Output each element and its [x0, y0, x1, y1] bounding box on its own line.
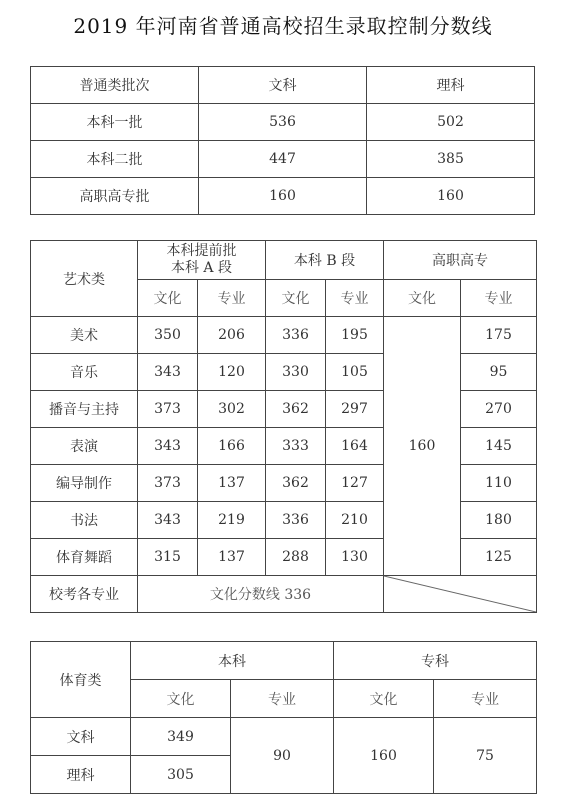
header-sports-category: 体育类: [31, 642, 131, 718]
b-zhuanye: 105: [326, 354, 384, 391]
a-wenhua: 315: [138, 539, 198, 576]
gaozhi-wenhua-merged: 160: [384, 317, 461, 576]
wenke-score: 447: [199, 141, 367, 178]
sub-zhuanye: 专业: [326, 280, 384, 317]
table-row: [31, 104, 535, 141]
benke-like-score: 305: [131, 756, 231, 794]
school-exam-value: 文化分数线 336: [138, 576, 384, 613]
a-zhuanye: 206: [198, 317, 266, 354]
a-wenhua: 373: [138, 391, 198, 428]
header-line: 本科提前批: [166, 243, 237, 259]
b-wenhua: 362: [266, 465, 326, 502]
header-gaozhi: 高职高专: [384, 241, 537, 280]
art-name: 播音与主持: [31, 391, 138, 428]
a-wenhua: 343: [138, 354, 198, 391]
b-zhuanye: 130: [326, 539, 384, 576]
table-row: [31, 539, 537, 576]
sub-zhuanye: 专业: [231, 680, 334, 718]
table-row: [31, 576, 537, 613]
diagonal-line: [384, 576, 536, 612]
b-wenhua: 330: [266, 354, 326, 391]
batch-name: 高职高专批: [31, 178, 199, 215]
header-benke: 本科: [131, 642, 334, 680]
b-wenhua: 288: [266, 539, 326, 576]
table-row: [31, 317, 537, 354]
table-row: [31, 502, 537, 539]
wenke-score: 536: [199, 104, 367, 141]
b-zhuanye: 164: [326, 428, 384, 465]
general-score-table: [30, 66, 535, 215]
zhuanke-wenhua-score: 160: [334, 718, 434, 794]
table-row: [31, 428, 537, 465]
sports-score-table: [30, 641, 537, 794]
gaozhi-zhuanye: 145: [461, 428, 537, 465]
batch-name: 本科一批: [31, 104, 199, 141]
like-score: 502: [367, 104, 535, 141]
art-name: 体育舞蹈: [31, 539, 138, 576]
header-like: 理科: [367, 67, 535, 104]
table-row: [31, 141, 535, 178]
like-label: 理科: [31, 756, 131, 794]
table-row: [31, 178, 535, 215]
sub-zhuanye: 专业: [434, 680, 537, 718]
gaozhi-zhuanye: 270: [461, 391, 537, 428]
table-header-row: [31, 241, 537, 280]
table-row: [31, 465, 537, 502]
table-row: [31, 391, 537, 428]
table-row: [31, 718, 537, 756]
sub-wenhua: 文化: [266, 280, 326, 317]
like-score: 160: [367, 178, 535, 215]
header-zhuanke: 专科: [334, 642, 537, 680]
gaozhi-zhuanye: 175: [461, 317, 537, 354]
sub-wenhua: 文化: [334, 680, 434, 718]
a-wenhua: 343: [138, 502, 198, 539]
sub-wenhua: 文化: [384, 280, 461, 317]
header-wenke: 文科: [199, 67, 367, 104]
b-wenhua: 336: [266, 502, 326, 539]
art-name: 音乐: [31, 354, 138, 391]
batch-name: 本科二批: [31, 141, 199, 178]
a-zhuanye: 137: [198, 539, 266, 576]
b-zhuanye: 297: [326, 391, 384, 428]
sub-wenhua: 文化: [138, 280, 198, 317]
a-wenhua: 373: [138, 465, 198, 502]
a-zhuanye: 166: [198, 428, 266, 465]
a-zhuanye: 302: [198, 391, 266, 428]
header-art-category: 艺术类: [31, 241, 138, 317]
header-batch: 普通类批次: [31, 67, 199, 104]
art-name: 表演: [31, 428, 138, 465]
benke-zhuanye-score: 90: [231, 718, 334, 794]
gaozhi-zhuanye: 95: [461, 354, 537, 391]
like-score: 385: [367, 141, 535, 178]
a-wenhua: 350: [138, 317, 198, 354]
wenke-label: 文科: [31, 718, 131, 756]
art-name: 美术: [31, 317, 138, 354]
art-score-table: [30, 240, 537, 613]
header-benke-tiqian-a: [138, 241, 266, 280]
page-title: 2019 年河南省普通高校招生录取控制分数线: [73, 14, 493, 38]
b-wenhua: 333: [266, 428, 326, 465]
sub-zhuanye: 专业: [461, 280, 537, 317]
benke-wenke-score: 349: [131, 718, 231, 756]
wenke-score: 160: [199, 178, 367, 215]
header-benke-b: 本科 B 段: [266, 241, 384, 280]
b-wenhua: 362: [266, 391, 326, 428]
table-header-row: [31, 67, 535, 104]
school-exam-label: 校考各专业: [31, 576, 138, 613]
b-wenhua: 336: [266, 317, 326, 354]
gaozhi-zhuanye: 110: [461, 465, 537, 502]
sub-zhuanye: 专业: [198, 280, 266, 317]
art-name: 书法: [31, 502, 138, 539]
gaozhi-zhuanye: 180: [461, 502, 537, 539]
gaozhi-zhuanye: 125: [461, 539, 537, 576]
table-header-row: [31, 642, 537, 680]
empty-diagonal-cell: [384, 576, 537, 613]
art-name: 编导制作: [31, 465, 138, 502]
b-zhuanye: 127: [326, 465, 384, 502]
sub-wenhua: 文化: [131, 680, 231, 718]
header-line: 本科 A 段: [170, 260, 232, 276]
a-zhuanye: 120: [198, 354, 266, 391]
a-zhuanye: 219: [198, 502, 266, 539]
a-zhuanye: 137: [198, 465, 266, 502]
b-zhuanye: 210: [326, 502, 384, 539]
table-row: [31, 354, 537, 391]
a-wenhua: 343: [138, 428, 198, 465]
zhuanke-zhuanye-score: 75: [434, 718, 537, 794]
b-zhuanye: 195: [326, 317, 384, 354]
